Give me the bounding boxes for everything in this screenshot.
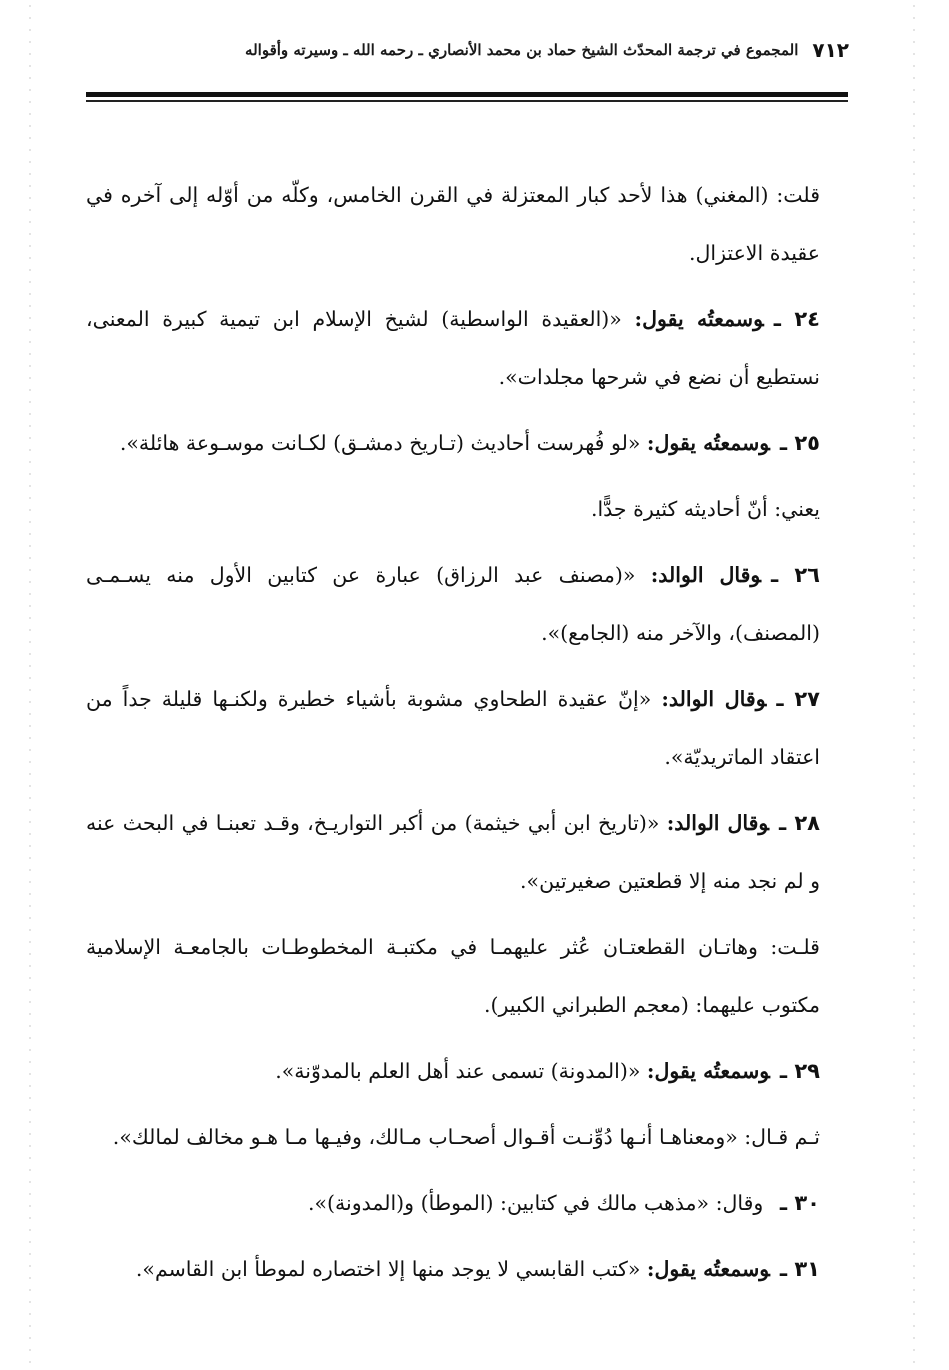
paragraph-text: قلـت: وهاتـان القطعتـان عُثر عليهمـا في مكتبـة المخطوطـات بالجامعـة الإسلامية مكتوب عليهما: (معجم الطبراني الكبير). bbox=[86, 935, 820, 1017]
paragraph-item-29 bbox=[86, 1042, 848, 1100]
paragraph-item-31 bbox=[86, 1240, 848, 1298]
scan-margin-dots-right bbox=[912, 0, 916, 1370]
item-number: ٢٧ ـ bbox=[776, 687, 820, 711]
running-header bbox=[170, 30, 849, 70]
paragraph-text: «(مصنف عبد الرزاق) عبارة عن كتابين الأول منه يسـمـى (المصنف)، والآخر منه (الجامع)». bbox=[86, 563, 820, 645]
paragraph-text: ثـم قـال: «ومعناهـا أنـها دُوِّنـت أقـوال أصحـاب مـالك، وفيـها مـا هـو مخالف لمالك». bbox=[112, 1125, 820, 1149]
paragraph-text: «لو فُهرست أحاديث (تـاريخ دمشـق) لكـانت موسـوعة هائلة». bbox=[119, 431, 641, 455]
item-number: ٢٩ ـ bbox=[779, 1059, 820, 1083]
item-number: ٣٠ ـ bbox=[779, 1191, 820, 1215]
item-number: ٣١ ـ bbox=[779, 1257, 820, 1281]
paragraph-text: «كتب القابسي لا يوجد منها إلا اختصاره لموطأ ابن القاسم». bbox=[135, 1257, 641, 1281]
item-number: ٢٦ ـ bbox=[771, 563, 820, 587]
item-lead: وقال الوالد: bbox=[666, 811, 769, 835]
paragraph-item-26 bbox=[86, 546, 848, 662]
paragraph-item-25 bbox=[86, 414, 848, 472]
paragraph-item-30 bbox=[86, 1174, 848, 1232]
item-lead: وقال الوالد: bbox=[650, 563, 762, 587]
paragraph-item-27 bbox=[86, 670, 848, 786]
item-number: ٢٨ ـ bbox=[779, 811, 820, 835]
page-number: ٧١٢ bbox=[812, 38, 849, 62]
paragraph-item-28 bbox=[86, 794, 848, 910]
paragraph-note-mudawwana bbox=[86, 1108, 848, 1166]
paragraph-text: «(العقيدة الواسطية) لشيخ الإسلام ابن تيمية كبيرة المعنى، نستطيع أن نضع في شرحها مجلدات». bbox=[86, 307, 820, 389]
item-lead: وقال الوالد: bbox=[661, 687, 767, 711]
item-lead: وسمعتُه يقول: bbox=[646, 1059, 770, 1083]
item-number: ٢٥ ـ bbox=[779, 431, 820, 455]
body-text bbox=[86, 166, 848, 1330]
running-header-title: المجموع في ترجمة المحدّث الشيخ حماد بن محمد الأنصاري ـ رحمه الله ـ وسيرته وأقواله bbox=[245, 41, 799, 59]
paragraph-text: قلت: (المغني) هذا لأحد كبار المعتزلة في القرن الخامس، وكلّه من أوّله إلى آخره في عقيدة الاعتزال. bbox=[86, 183, 820, 265]
paragraph-text: «(تاريخ ابن أبي خيثمة) من أكبر التواريـخ، وقـد تعبنـا في البحث عنه و لم نجد منه إلا قطعتين صغيرتين». bbox=[86, 811, 820, 893]
paragraph-text: وقال: «مذهب مالك في كتابين: (الموطأ) و(المدونة)». bbox=[307, 1191, 764, 1215]
item-number: ٢٤ ـ bbox=[773, 307, 820, 331]
header-rule-thick bbox=[86, 92, 848, 97]
paragraph-text: «(المدونة) تسمى عند أهل العلم بالمدوّنة». bbox=[275, 1059, 641, 1083]
paragraph-note-tabarani bbox=[86, 918, 848, 1034]
scan-margin-dots-left bbox=[28, 0, 32, 1370]
paragraph-note-mughni bbox=[86, 166, 848, 282]
item-lead: وسمعتُه يقول: bbox=[634, 307, 764, 331]
header-rule-thin bbox=[86, 100, 848, 102]
paragraph-item-24 bbox=[86, 290, 848, 406]
paragraph-text: «إنّ عقيدة الطحاوي مشوبة بأشياء خطيرة ولكنـها قليلة جداً من اعتقاد الماتريديّة». bbox=[86, 687, 820, 769]
paragraph-text: يعني: أنّ أحاديثه كثيرة جدًّا. bbox=[590, 497, 820, 521]
item-lead: وسمعتُه يقول: bbox=[646, 431, 770, 455]
item-lead: وسمعتُه يقول: bbox=[646, 1257, 770, 1281]
paragraph-note-ahadith bbox=[86, 480, 848, 538]
